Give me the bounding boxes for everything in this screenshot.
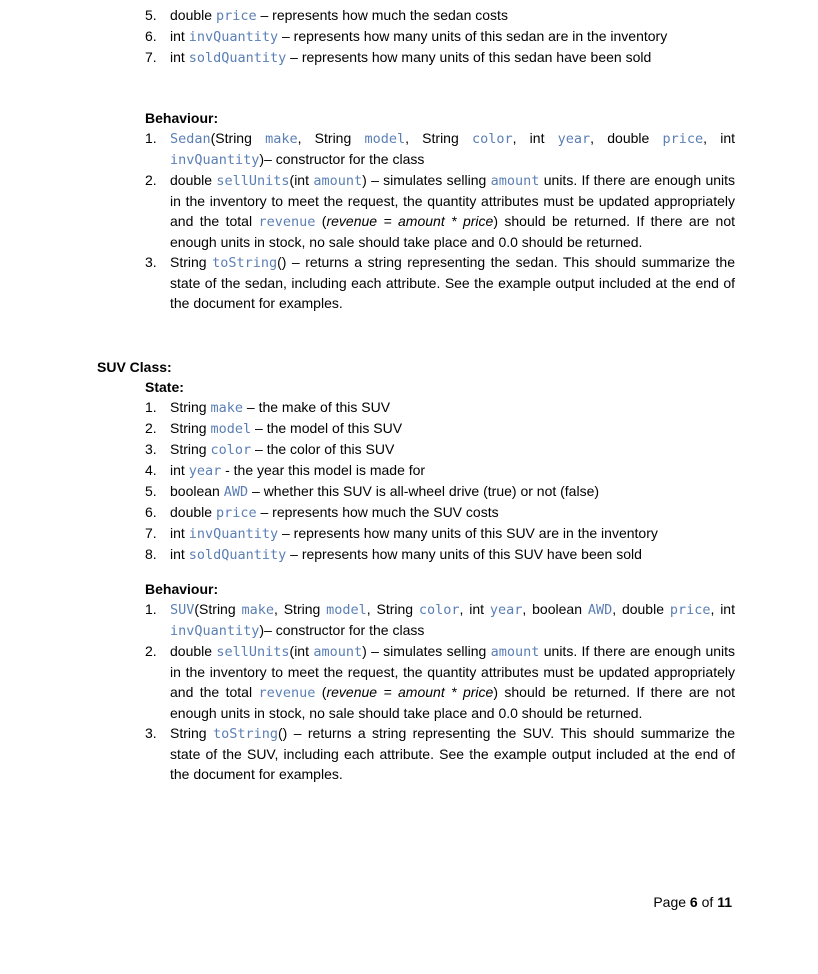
field-name: invQuantity <box>188 526 279 542</box>
item-number: 2. <box>145 172 157 188</box>
suv-behaviour-item <box>145 723 735 784</box>
code-token: amount <box>490 644 540 660</box>
code-token: color <box>418 602 460 618</box>
code-token: AWD <box>587 602 613 618</box>
code-token: year <box>557 131 591 147</box>
body-text: (int <box>289 643 314 659</box>
page-number: 6 <box>689 894 698 910</box>
body-text: (String <box>210 130 266 146</box>
formula-text: revenue = amount * price <box>326 684 494 700</box>
code-token: price <box>662 131 704 147</box>
body-text: , String <box>297 130 365 146</box>
field-name: year <box>188 463 222 479</box>
suv-state-item: 2. String model – the model of this SUV <box>145 420 403 437</box>
suv-behaviour-list <box>145 599 735 784</box>
page-footer <box>630 894 732 910</box>
code-token: year <box>489 602 523 618</box>
sedan-behaviour-item <box>145 170 735 252</box>
body-text: , int <box>703 130 736 146</box>
field-description: represents how many units of this sedan are in the inventory <box>293 28 668 44</box>
item-number: 6. <box>145 504 157 520</box>
sedan-state-item: 7. int soldQuantity – represents how many units of this sedan have been sold <box>145 49 652 66</box>
sedan-state-item: 6. int invQuantity – represents how many units of this sedan are in the inventory <box>145 28 668 45</box>
field-name: soldQuantity <box>188 547 287 563</box>
page-label: Page <box>653 894 687 910</box>
sedan-behaviour-heading: Behaviour: <box>145 110 219 126</box>
body-text: double <box>170 643 217 659</box>
body-text: , int <box>459 601 490 617</box>
code-token: model <box>326 602 367 618</box>
code-token: invQuantity <box>170 623 260 639</box>
item-number: 3. <box>145 725 157 741</box>
code-token: Sedan <box>170 131 211 147</box>
code-token: sellUnits <box>216 173 290 189</box>
body-text: , String <box>366 601 419 617</box>
body-text: double <box>170 172 217 188</box>
field-name: color <box>210 442 252 458</box>
body-text: units. If there are enough units in the inventory to meet the request, the quantity attributes must be updated appropriately and the total <box>170 172 736 229</box>
item-number: 6. <box>145 28 157 44</box>
item-number: 7. <box>145 49 157 65</box>
body-text: )– constructor for the class <box>259 151 425 167</box>
code-token: make <box>265 131 298 147</box>
code-token: toString <box>212 726 278 742</box>
body-text: ) should be returned. If there are not enough units in stock, no sale should take place and 0.0 should be returned. <box>170 684 736 721</box>
body-text: ( <box>315 684 327 700</box>
suv-state-item: 1. String make – the make of this SUV <box>145 399 391 416</box>
body-text: , String <box>273 601 327 617</box>
body-text: () – returns a string representing the SUV. This should summarize the state of the SUV, including each attribute. See the example output included at the end of the document for examples. <box>170 725 735 782</box>
item-number: 1. <box>145 130 157 146</box>
suv-behaviour-item <box>145 641 735 723</box>
item-number: 5. <box>145 483 157 499</box>
body-text: units. If there are enough units in the inventory to meet the request, the quantity attributes must be updated appropriately and the total <box>170 643 736 700</box>
field-name: model <box>210 421 252 437</box>
sedan-state-list <box>145 5 735 68</box>
item-number: 5. <box>145 7 157 23</box>
suv-state-item: 7. int invQuantity – represents how many units of this SUV are in the inventory <box>145 525 658 542</box>
body-text: ) should be returned. If there are not enough units in stock, no sale should take place and 0.0 should be returned. <box>170 213 736 250</box>
code-token: sellUnits <box>216 644 290 660</box>
field-name: AWD <box>223 484 249 500</box>
code-token: model <box>364 131 406 147</box>
page-total: 11 <box>717 894 732 910</box>
body-text: , String <box>405 130 472 146</box>
body-text: )– constructor for the class <box>259 622 425 638</box>
suv-state-item: 3. String color – the color of this SUV <box>145 441 395 458</box>
item-number: 7. <box>145 525 157 541</box>
code-token: make <box>241 602 274 618</box>
item-number: 4. <box>145 462 157 478</box>
body-text: ) – simulates selling <box>362 643 491 659</box>
suv-state-item: 5. boolean AWD – whether this SUV is all-wheel drive (true) or not (false) <box>145 483 600 500</box>
code-token: revenue <box>258 214 316 230</box>
body-text: , double <box>590 130 663 146</box>
field-description: represents how many units of this sedan have been sold <box>301 49 652 65</box>
sedan-behaviour-item <box>145 252 735 313</box>
suv-state-item: 4. int year - the year this model is made for <box>145 462 426 479</box>
field-name: soldQuantity <box>188 50 287 66</box>
field-name: price <box>215 8 257 24</box>
code-token: price <box>669 602 711 618</box>
field-description: the year this model is made for <box>233 462 426 478</box>
field-name: price <box>215 505 257 521</box>
sedan-behaviour-list <box>145 128 735 313</box>
code-token: amount <box>313 173 363 189</box>
field-name: invQuantity <box>188 29 279 45</box>
body-text: (int <box>289 172 314 188</box>
code-token: amount <box>313 644 363 660</box>
code-token: amount <box>490 173 540 189</box>
item-number: 2. <box>145 420 157 436</box>
suv-state-item: 8. int soldQuantity – represents how many units of this SUV have been sold <box>145 546 642 563</box>
suv-state-item: 6. double price – represents how much the SUV costs <box>145 504 499 521</box>
item-number: 1. <box>145 601 157 617</box>
body-text: , int <box>512 130 558 146</box>
suv-behaviour-heading: Behaviour: <box>145 581 219 597</box>
formula-text: revenue = amount * price <box>326 213 494 229</box>
field-description: the color of this SUV <box>266 441 395 457</box>
body-text: String <box>170 254 213 270</box>
item-number: 2. <box>145 643 157 659</box>
body-text: ) – simulates selling <box>362 172 491 188</box>
field-description: represents how much the SUV costs <box>272 504 499 520</box>
body-text: () – returns a string representing the sedan. This should summarize the state of the sedan, including each attribute. See the example output included at the end of the document for examples. <box>170 254 735 311</box>
body-text: (String <box>194 601 242 617</box>
suv-class-heading: SUV Class: <box>97 359 172 375</box>
suv-state-heading: State: <box>145 379 184 395</box>
field-description: represents how much the sedan costs <box>272 7 508 23</box>
field-description: the model of this SUV <box>266 420 403 436</box>
code-token: SUV <box>170 602 195 618</box>
item-number: 3. <box>145 441 157 457</box>
sedan-behaviour-item <box>145 128 735 170</box>
code-token: toString <box>212 255 278 271</box>
suv-behaviour-item <box>145 599 735 641</box>
field-description: represents how many units of this SUV are in the inventory <box>293 525 658 541</box>
suv-state-list <box>145 397 735 565</box>
code-token: invQuantity <box>170 152 260 168</box>
sedan-state-item: 5. double price – represents how much the sedan costs <box>145 7 508 24</box>
body-text: String <box>170 725 213 741</box>
field-description: the make of this SUV <box>258 399 391 415</box>
body-text: ( <box>315 213 327 229</box>
code-token: revenue <box>258 685 316 701</box>
body-text: , int <box>710 601 735 617</box>
code-token: color <box>471 131 513 147</box>
body-text: , boolean <box>522 601 588 617</box>
item-number: 1. <box>145 399 157 415</box>
item-number: 3. <box>145 254 157 270</box>
field-description: represents how many units of this SUV have been sold <box>301 546 642 562</box>
item-number: 8. <box>145 546 157 562</box>
field-description: whether this SUV is all-wheel drive (true) or not (false) <box>263 483 600 499</box>
body-text: , double <box>612 601 670 617</box>
page-of-label: of <box>701 894 714 910</box>
field-name: make <box>210 400 243 416</box>
